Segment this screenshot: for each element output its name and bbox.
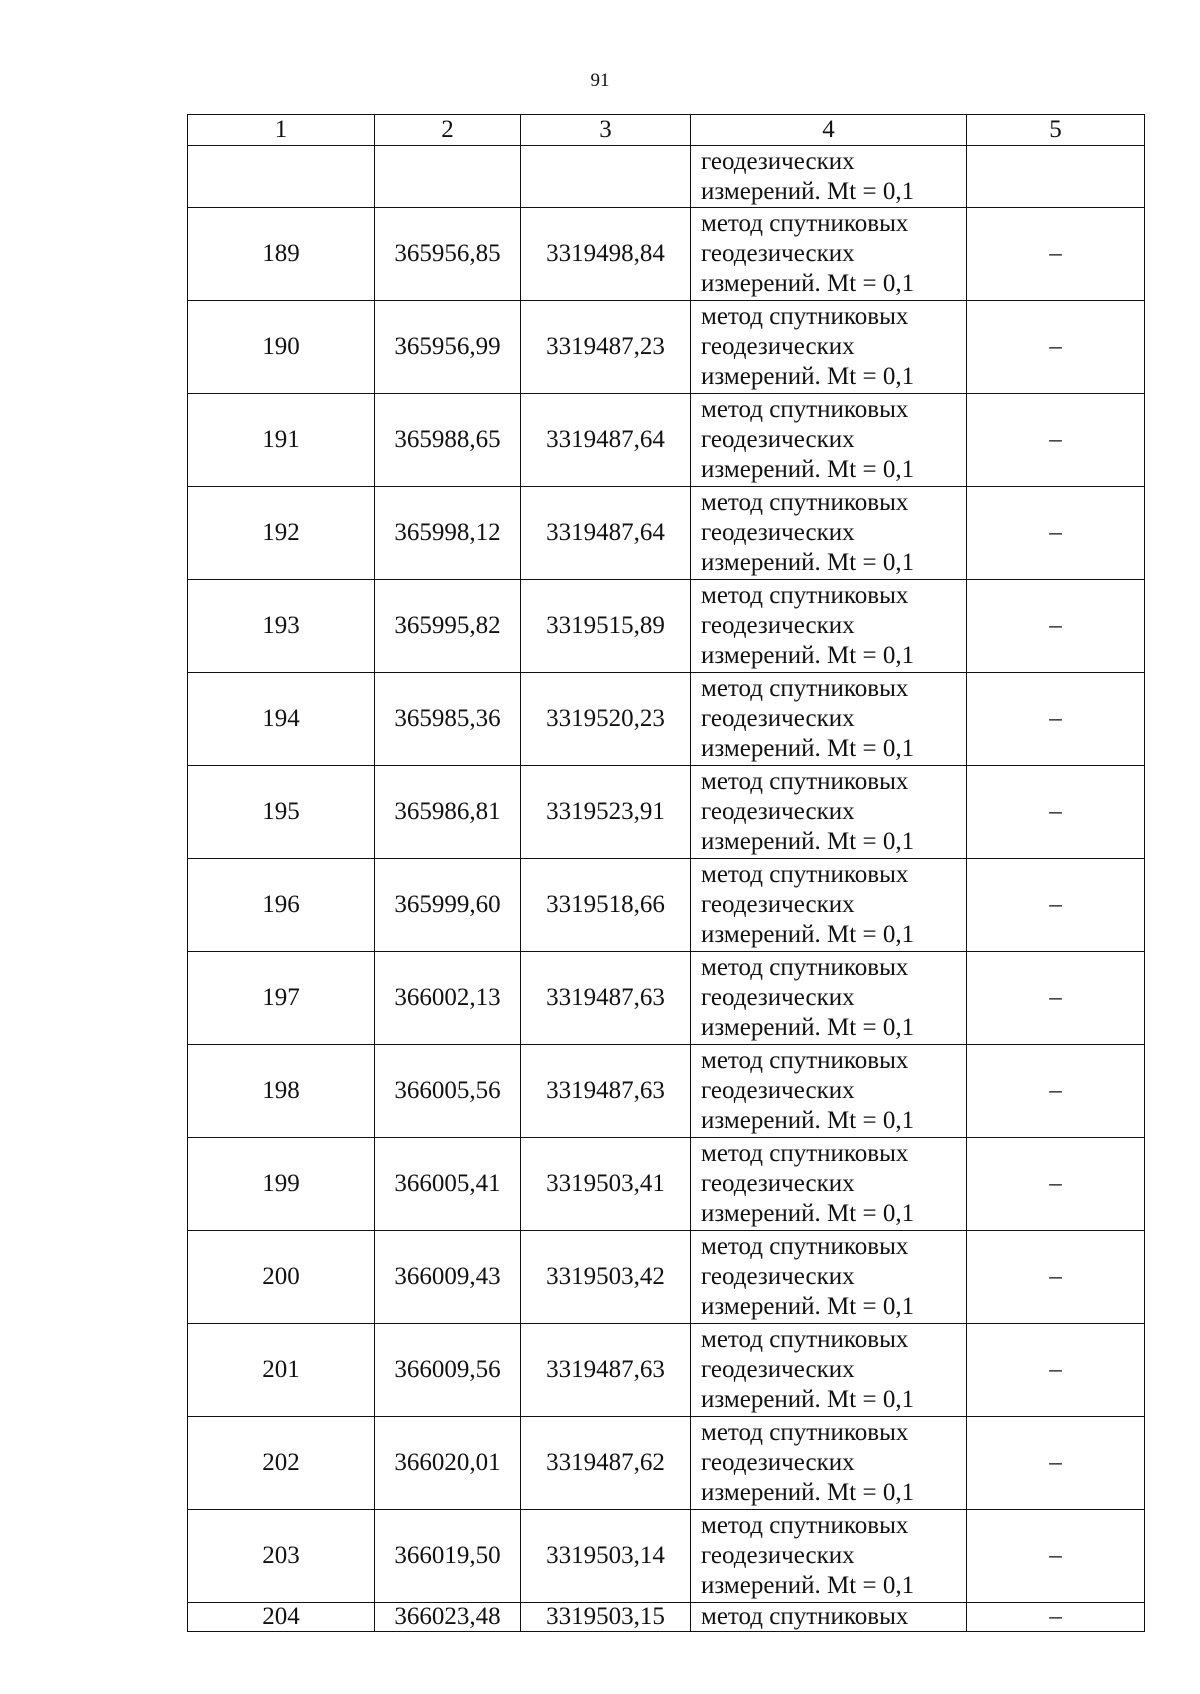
- note-cell: –: [967, 1138, 1145, 1231]
- method-line: измерений. Mt = 0,1: [701, 1386, 915, 1413]
- method-line: метод спутниковых: [701, 1603, 909, 1630]
- method-line: метод спутниковых: [701, 1233, 909, 1260]
- table-row: [188, 1417, 1145, 1510]
- point-number-cell: 201: [188, 1324, 375, 1417]
- table-row: [188, 673, 1145, 766]
- y-coordinate-cell: 3319503,15: [521, 1603, 691, 1632]
- method-line: геодезических: [701, 1356, 855, 1383]
- method-cell: [691, 146, 967, 208]
- note-cell: –: [967, 394, 1145, 487]
- x-coordinate-cell: 365986,81: [375, 766, 521, 859]
- table-row: [188, 487, 1145, 580]
- method-line: метод спутниковых: [701, 675, 909, 702]
- method-line: геодезических: [701, 612, 855, 639]
- method-line: геодезических: [701, 1170, 855, 1197]
- x-coordinate-cell: 366005,41: [375, 1138, 521, 1231]
- table-row: [188, 952, 1145, 1045]
- table-row: [188, 1510, 1145, 1603]
- method-cell: [691, 1510, 967, 1603]
- x-coordinate-cell: 365998,12: [375, 487, 521, 580]
- method-cell: [691, 1045, 967, 1138]
- method-line: измерений. Mt = 0,1: [701, 735, 915, 762]
- point-number-cell: 192: [188, 487, 375, 580]
- method-line: метод спутниковых: [701, 861, 909, 888]
- table-cell: [188, 146, 375, 208]
- x-coordinate-cell: 366009,43: [375, 1231, 521, 1324]
- note-cell: –: [967, 580, 1145, 673]
- table-row: [188, 1231, 1145, 1324]
- method-cell: [691, 1417, 967, 1510]
- point-number-cell: 198: [188, 1045, 375, 1138]
- table-row: [188, 1138, 1145, 1231]
- note-cell: –: [967, 301, 1145, 394]
- y-coordinate-cell: 3319498,84: [521, 208, 691, 301]
- method-line: метод спутниковых: [701, 303, 909, 330]
- method-line: измерений. Mt = 0,1: [701, 1200, 915, 1227]
- method-line: геодезических: [701, 519, 855, 546]
- method-line: геодезических: [701, 891, 855, 918]
- method-cell: [691, 766, 967, 859]
- note-cell: –: [967, 766, 1145, 859]
- note-cell: –: [967, 1603, 1145, 1632]
- point-number-cell: 204: [188, 1603, 375, 1632]
- table-row: [188, 1324, 1145, 1417]
- point-number-cell: 190: [188, 301, 375, 394]
- method-cell: [691, 1138, 967, 1231]
- method-line: метод спутниковых: [701, 1419, 909, 1446]
- y-coordinate-cell: 3319503,14: [521, 1510, 691, 1603]
- column-header-5: 5: [967, 115, 1145, 146]
- note-cell: –: [967, 208, 1145, 301]
- y-coordinate-cell: 3319487,63: [521, 1324, 691, 1417]
- note-cell: –: [967, 1324, 1145, 1417]
- coordinates-table: [187, 114, 1145, 1632]
- column-header-2: 2: [375, 115, 521, 146]
- method-cell: [691, 208, 967, 301]
- x-coordinate-cell: 365988,65: [375, 394, 521, 487]
- table-row: [188, 394, 1145, 487]
- method-cell: [691, 1603, 967, 1632]
- method-line: метод спутниковых: [701, 582, 909, 609]
- method-line: геодезических: [701, 1077, 855, 1104]
- x-coordinate-cell: 366009,56: [375, 1324, 521, 1417]
- method-line: геодезических: [701, 333, 855, 360]
- column-header-1: 1: [188, 115, 375, 146]
- method-line: измерений. Mt = 0,1: [701, 270, 915, 297]
- note-cell: –: [967, 1510, 1145, 1603]
- method-line: измерений. Mt = 0,1: [701, 177, 915, 205]
- method-line: измерений. Mt = 0,1: [701, 549, 915, 576]
- table-body: [188, 146, 1145, 1632]
- method-line: метод спутниковых: [701, 489, 909, 516]
- method-line: геодезических: [701, 426, 855, 453]
- method-line: измерений. Mt = 0,1: [701, 1572, 915, 1599]
- page-number: 91: [590, 70, 610, 91]
- method-line: измерений. Mt = 0,1: [701, 1014, 915, 1041]
- method-line: геодезических: [701, 984, 855, 1011]
- y-coordinate-cell: 3319518,66: [521, 859, 691, 952]
- point-number-cell: 195: [188, 766, 375, 859]
- method-line: геодезических: [701, 705, 855, 732]
- method-line: метод спутниковых: [701, 1140, 909, 1167]
- note-cell: –: [967, 487, 1145, 580]
- method-line: измерений. Mt = 0,1: [701, 921, 915, 948]
- method-line: измерений. Mt = 0,1: [701, 1479, 915, 1506]
- method-line: метод спутниковых: [701, 768, 909, 795]
- x-coordinate-cell: 365985,36: [375, 673, 521, 766]
- method-line: геодезических: [701, 1263, 855, 1290]
- table-row: [188, 301, 1145, 394]
- x-coordinate-cell: 365995,82: [375, 580, 521, 673]
- note-cell: –: [967, 673, 1145, 766]
- method-line: геодезических: [701, 1449, 855, 1476]
- y-coordinate-cell: 3319503,41: [521, 1138, 691, 1231]
- x-coordinate-cell: 366023,48: [375, 1603, 521, 1632]
- point-number-cell: 200: [188, 1231, 375, 1324]
- y-coordinate-cell: 3319523,91: [521, 766, 691, 859]
- method-line: метод спутниковых: [701, 1512, 909, 1539]
- x-coordinate-cell: 365956,85: [375, 208, 521, 301]
- point-number-cell: 203: [188, 1510, 375, 1603]
- method-line: измерений. Mt = 0,1: [701, 642, 915, 669]
- x-coordinate-cell: 366005,56: [375, 1045, 521, 1138]
- method-line: измерений. Mt = 0,1: [701, 1107, 915, 1134]
- note-cell: –: [967, 1417, 1145, 1510]
- method-line: измерений. Mt = 0,1: [701, 828, 915, 855]
- y-coordinate-cell: 3319487,63: [521, 952, 691, 1045]
- table-cell: [375, 146, 521, 208]
- table-row: [188, 766, 1145, 859]
- point-number-cell: 199: [188, 1138, 375, 1231]
- method-line: измерений. Mt = 0,1: [701, 363, 915, 390]
- continuation-row: [188, 146, 1145, 208]
- method-line: геодезических: [701, 147, 855, 175]
- method-line: измерений. Mt = 0,1: [701, 456, 915, 483]
- point-number-cell: 193: [188, 580, 375, 673]
- y-coordinate-cell: 3319487,64: [521, 394, 691, 487]
- method-cell: [691, 580, 967, 673]
- method-cell: [691, 1324, 967, 1417]
- point-number-cell: 194: [188, 673, 375, 766]
- method-cell: [691, 952, 967, 1045]
- method-line: геодезических: [701, 798, 855, 825]
- table-cell: [967, 146, 1145, 208]
- x-coordinate-cell: 366019,50: [375, 1510, 521, 1603]
- note-cell: –: [967, 1045, 1145, 1138]
- y-coordinate-cell: 3319503,42: [521, 1231, 691, 1324]
- note-cell: –: [967, 859, 1145, 952]
- note-cell: –: [967, 952, 1145, 1045]
- table-row: [188, 580, 1145, 673]
- y-coordinate-cell: 3319487,64: [521, 487, 691, 580]
- point-number-cell: 202: [188, 1417, 375, 1510]
- point-number-cell: 189: [188, 208, 375, 301]
- method-cell: [691, 859, 967, 952]
- point-number-cell: 197: [188, 952, 375, 1045]
- x-coordinate-cell: 366020,01: [375, 1417, 521, 1510]
- table-cell: [521, 146, 691, 208]
- method-cell: [691, 394, 967, 487]
- point-number-cell: 191: [188, 394, 375, 487]
- method-line: геодезических: [701, 240, 855, 267]
- method-line: метод спутниковых: [701, 954, 909, 981]
- point-number-cell: 196: [188, 859, 375, 952]
- table-row: [188, 1045, 1145, 1138]
- method-cell: [691, 487, 967, 580]
- column-header-3: 3: [521, 115, 691, 146]
- method-line: метод спутниковых: [701, 396, 909, 423]
- table-row: [188, 1603, 1145, 1632]
- table-header-row: [188, 115, 1145, 146]
- x-coordinate-cell: 366002,13: [375, 952, 521, 1045]
- method-cell: [691, 673, 967, 766]
- y-coordinate-cell: 3319520,23: [521, 673, 691, 766]
- method-line: геодезических: [701, 1542, 855, 1569]
- table-row: [188, 208, 1145, 301]
- method-cell: [691, 1231, 967, 1324]
- method-cell: [691, 301, 967, 394]
- x-coordinate-cell: 365999,60: [375, 859, 521, 952]
- column-header-4: 4: [691, 115, 967, 146]
- y-coordinate-cell: 3319515,89: [521, 580, 691, 673]
- x-coordinate-cell: 365956,99: [375, 301, 521, 394]
- y-coordinate-cell: 3319487,62: [521, 1417, 691, 1510]
- method-line: метод спутниковых: [701, 1047, 909, 1074]
- method-line: измерений. Mt = 0,1: [701, 1293, 915, 1320]
- y-coordinate-cell: 3319487,23: [521, 301, 691, 394]
- note-cell: –: [967, 1231, 1145, 1324]
- y-coordinate-cell: 3319487,63: [521, 1045, 691, 1138]
- method-line: метод спутниковых: [701, 1326, 909, 1353]
- method-line: метод спутниковых: [701, 210, 909, 237]
- table-row: [188, 859, 1145, 952]
